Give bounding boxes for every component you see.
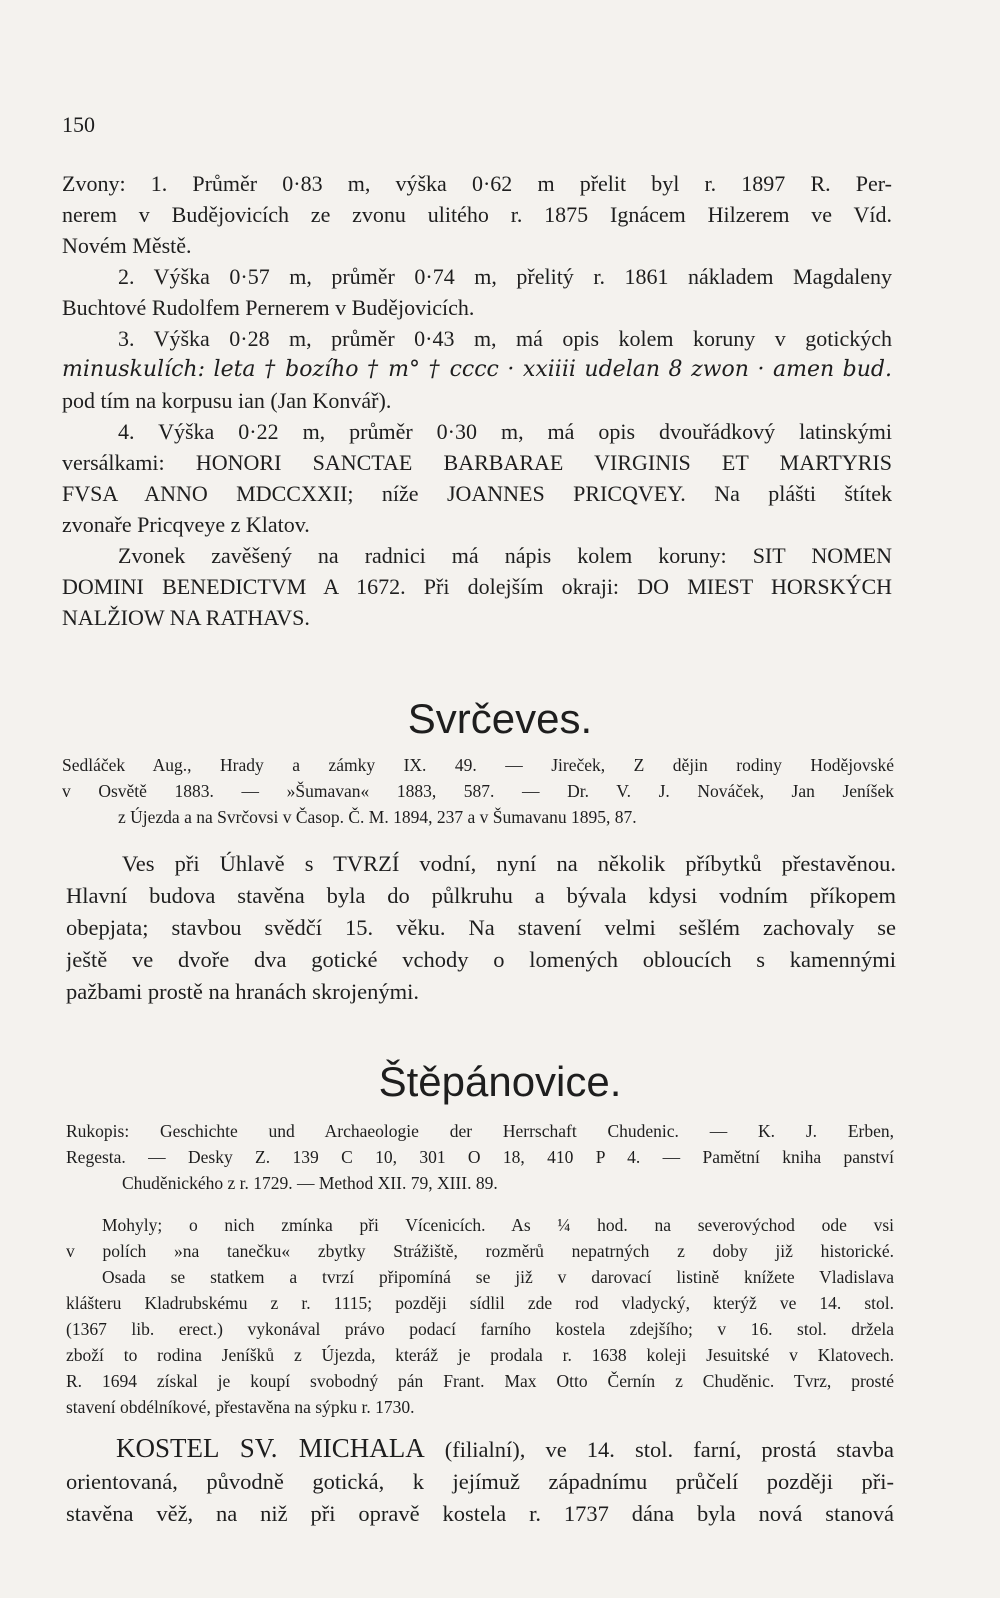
text-line: klášteru Kladrubskému z r. 1115; později sídlil zde rod vladycký, kterýž ve 14. stol. (66, 1293, 894, 1313)
source-line: v Osvětě 1883. — »Šumavan« 1883, 587. — Dr. V. J. Nováček, Jan Jeníšek (62, 781, 894, 801)
text-line: versálkami: HONORI SANCTAE BARBARAE VIRGINIS ET MARTYRIS (62, 450, 892, 475)
text-line: Zvonek zavěšený na radnici má nápis kolem koruny: SIT NOMEN (118, 543, 892, 568)
source-line: Chuděnického z r. 1729. — Method XII. 79, XIII. 89. (122, 1173, 498, 1193)
text-line: Mohyly; o nich zmínka při Vícenicích. As ¼ hod. na severovýchod ode vsi (102, 1215, 894, 1235)
source-line: Rukopis: Geschichte und Archaeologie der Herrschaft Chudenic. — K. J. Erben, (66, 1121, 894, 1141)
church-title: KOSTEL SV. MICHALA (116, 1433, 425, 1463)
section-heading-stepanovice: Štěpánovice. (378, 1058, 622, 1105)
text-line: stavení obdélníkové, přestavěna na sýpku r. 1730. (66, 1397, 415, 1417)
text-line: 3. Výška 0·28 m, průměr 0·43 m, má opis kolem koruny v gotických (118, 326, 892, 351)
page-number: 150 (62, 112, 95, 137)
stepanovice-sources (66, 1118, 894, 1196)
text-line: nerem v Budějovicích ze zvonu ulitého r. 1875 Ignácem Hilzerem ve Víd. (62, 202, 892, 227)
text-line: FVSA ANNO MDCCXXII; níže JOANNES PRICQVEY. Na plášti štítek (62, 481, 892, 506)
text-line (66, 1432, 894, 1466)
text-line: zboží to rodina Jeníšků z Újezda, kteráž je prodala r. 1638 koleji Jesuitské v Klatovech. (66, 1345, 894, 1365)
bells-paragraph (62, 168, 892, 633)
text-line: v polích »na tanečku« zbytky Strážiště, rozměrů nepatrných z doby již historické. (66, 1241, 894, 1261)
svrceves-sources (62, 752, 894, 830)
text-line: R. 1694 získal je koupí svobodný pán Frant. Max Otto Černín z Chuděnic. Tvrz, prosté (66, 1371, 894, 1391)
text-line: stavěna věž, na niž při opravě kostela r. 1737 dána byla nová stanová (66, 1501, 894, 1526)
section-heading-svrceves: Svrčeves. (407, 695, 593, 742)
source-line: z Újezda a na Svrčovsi v Časop. Č. M. 1894, 237 a v Šumavanu 1895, 87. (118, 807, 637, 827)
church-line-rest: (filialní), ve 14. stol. farní, prostá stavba (444, 1437, 894, 1462)
stepanovice-history (66, 1212, 894, 1420)
text-line: 4. Výška 0·22 m, průměr 0·30 m, má opis dvouřádkový latinskými (118, 419, 892, 444)
text-line: orientovaná, původně gotická, k jejímuž západnímu průčelí později při- (66, 1469, 894, 1494)
svrceves-body (66, 848, 896, 1008)
source-line: Sedláček Aug., Hrady a zámky IX. 49. — Jireček, Z dějin rodiny Hodějovské (62, 755, 894, 775)
text-line: Buchtové Rudolfem Pernerem v Budějovicích. (62, 295, 475, 320)
gothic-inscription-line: minuskulích: leta † bozího † m° † cccc · xxiiii udelan 8 zwon · amen bud. (62, 357, 892, 382)
text-line: 2. Výška 0·57 m, průměr 0·74 m, přelitý r. 1861 nákladem Magdaleny (118, 264, 892, 289)
text-line: ještě ve dvoře dva gotické vchody o lomených obloucích s kamennými (66, 947, 896, 972)
text-line: Osada se statkem a tvrzí připomíná se již v darovací listině knížete Vladislava (102, 1267, 894, 1287)
text-line: Hlavní budova stavěna byla do půlkruhu a bývala kdysi vodním příkopem (66, 883, 896, 908)
text-line: NALŽIOW NA RATHAVS. (62, 605, 310, 630)
text-line: Zvony: 1. Průměr 0·83 m, výška 0·62 m přelit byl r. 1897 R. Per- (62, 171, 892, 196)
text-line: Novém Městě. (62, 233, 192, 258)
text-line: zvonaře Pricqveye z Klatov. (62, 512, 310, 537)
text-line: DOMINI BENEDICTVM A 1672. Při dolejším okraji: DO MIEST HORSKÝCH (62, 574, 892, 599)
text-line: (1367 lib. erect.) vykonával právo podací farního kostela zdejšího; v 16. stol. držela (66, 1319, 894, 1339)
source-line: Regesta. — Desky Z. 139 C 10, 301 O 18, 410 P 4. — Pamětní kniha panství (66, 1147, 894, 1167)
church-paragraph (66, 1432, 894, 1530)
text-line: pažbami prostě na hranách skrojenými. (66, 979, 420, 1004)
text-line: obepjata; stavbou svědčí 15. věku. Na stavení velmi sešlém zachovaly se (66, 915, 896, 940)
text-line: Ves při Úhlavě s TVRZÍ vodní, nyní na několik příbytků přestavěnou. (122, 851, 896, 876)
text-line: pod tím na korpusu ian (Jan Konvář). (62, 388, 392, 413)
